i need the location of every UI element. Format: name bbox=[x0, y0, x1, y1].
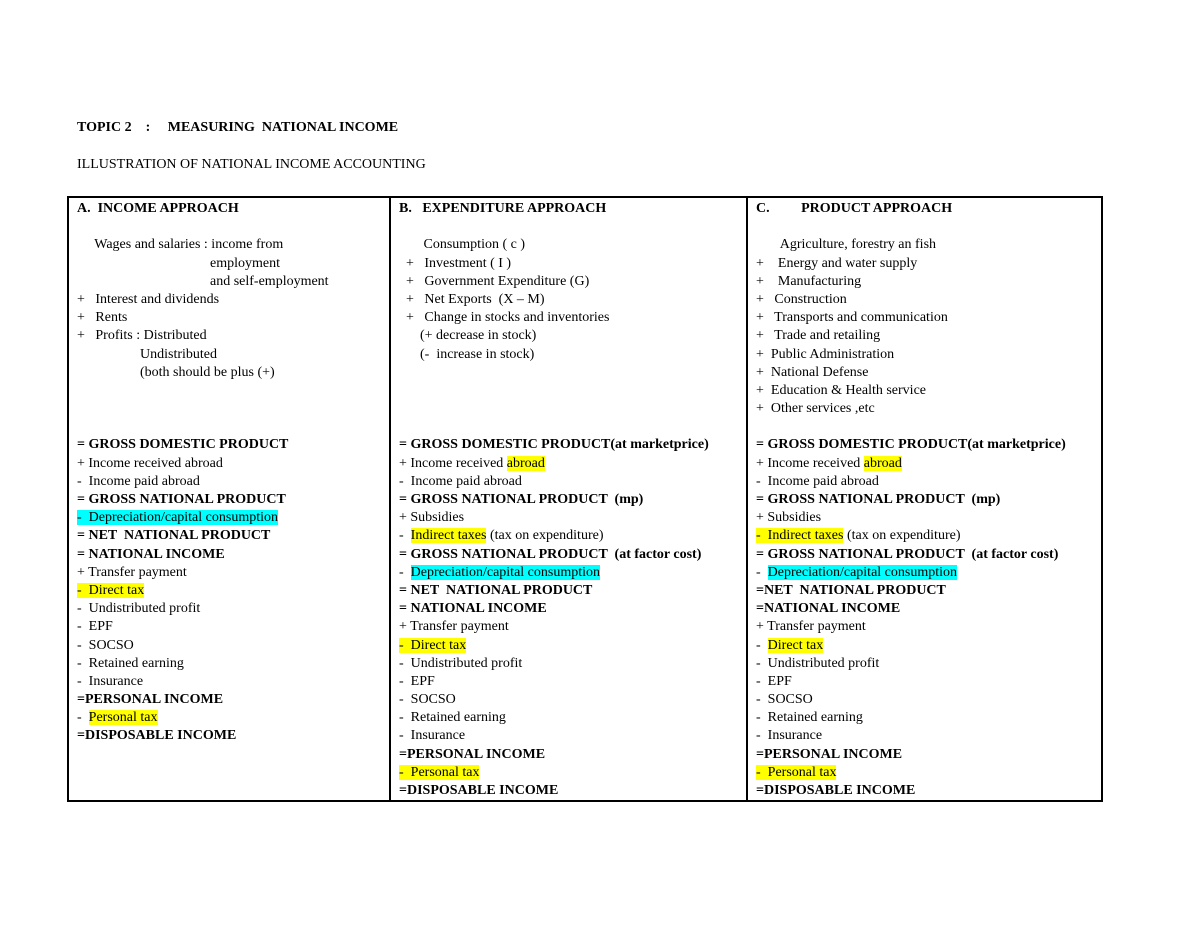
summary-line bbox=[399, 436, 746, 454]
summary-line bbox=[77, 673, 389, 691]
summary-text: - Insurance bbox=[399, 728, 466, 744]
summary-text: = GROSS DOMESTIC PRODUCT bbox=[77, 437, 289, 453]
income-approach-column bbox=[68, 197, 390, 801]
summary-line bbox=[756, 655, 1101, 673]
list-item: + Transports and communication bbox=[756, 310, 948, 326]
summary-text: - Undistributed profit bbox=[399, 655, 523, 671]
summary-line bbox=[756, 600, 1101, 618]
summary-line bbox=[756, 546, 1101, 564]
summary-text: - Undistributed profit bbox=[756, 655, 880, 671]
summary-text: + Income received bbox=[399, 455, 507, 471]
summary-line bbox=[399, 546, 746, 564]
list-item: + Change in stocks and inventories bbox=[399, 310, 610, 326]
summary-line bbox=[399, 564, 746, 582]
highlighted-term: - Direct tax bbox=[77, 582, 145, 598]
column-heading: A. INCOME APPROACH bbox=[77, 201, 239, 216]
summary-text: = NATIONAL INCOME bbox=[399, 601, 547, 617]
spacer bbox=[756, 418, 1101, 436]
summary-text: - Insurance bbox=[756, 728, 823, 744]
table-row bbox=[68, 197, 1102, 801]
summary-line bbox=[399, 455, 746, 473]
summary-line bbox=[756, 764, 1101, 782]
summary-line bbox=[399, 473, 746, 491]
highlighted-term: - Direct tax bbox=[399, 637, 467, 653]
summary-line bbox=[756, 436, 1101, 454]
summary-text: - bbox=[399, 528, 411, 544]
summary-line bbox=[399, 746, 746, 764]
summary-line bbox=[756, 527, 1101, 545]
document-title: TOPIC 2 : MEASURING NATIONAL INCOME bbox=[77, 120, 399, 135]
summary-line bbox=[77, 691, 389, 709]
summary-line bbox=[77, 600, 389, 618]
highlighted-term: - Personal tax bbox=[399, 764, 480, 780]
summary-line bbox=[399, 637, 746, 655]
summary-line bbox=[77, 655, 389, 673]
summary-text: - bbox=[756, 564, 768, 580]
spacer bbox=[77, 218, 389, 236]
summary-line bbox=[77, 582, 389, 600]
column-heading: B. EXPENDITURE APPROACH bbox=[399, 201, 607, 216]
highlighted-term: - Indirect taxes bbox=[756, 528, 844, 544]
spacer bbox=[77, 382, 389, 400]
summary-text: - Undistributed profit bbox=[77, 601, 201, 617]
summary-line bbox=[399, 709, 746, 727]
summary-text: + Transfer payment bbox=[756, 619, 866, 635]
summary-line bbox=[756, 673, 1101, 691]
list-item: + Other services ,etc bbox=[756, 401, 875, 417]
summary-line bbox=[399, 491, 746, 509]
summary-text: = GROSS NATIONAL PRODUCT (at factor cost) bbox=[756, 546, 1059, 562]
summary-line bbox=[399, 691, 746, 709]
list-item: + Public Administration bbox=[756, 346, 895, 362]
summary-line bbox=[77, 618, 389, 636]
summary-text: - Income paid abroad bbox=[77, 473, 200, 489]
summary-line bbox=[399, 655, 746, 673]
highlighted-term: - Personal tax bbox=[756, 764, 837, 780]
list-item: Wages and salaries : income from bbox=[77, 237, 284, 253]
summary-line bbox=[756, 637, 1101, 655]
summary-line bbox=[756, 491, 1101, 509]
summary-text: + Subsidies bbox=[756, 510, 822, 526]
summary-text: + Subsidies bbox=[399, 510, 465, 526]
expenditure-approach-column bbox=[390, 197, 747, 801]
highlighted-term: Direct tax bbox=[767, 637, 824, 653]
highlighted-term: abroad bbox=[863, 455, 902, 471]
summary-text: + Income received bbox=[756, 455, 864, 471]
summary-text: = NATIONAL INCOME bbox=[77, 546, 225, 562]
list-item: Consumption ( c ) bbox=[399, 237, 525, 253]
summary-line bbox=[77, 436, 389, 454]
summary-text: =PERSONAL INCOME bbox=[399, 746, 546, 762]
summary-line bbox=[77, 709, 389, 727]
summary-text: =DISPOSABLE INCOME bbox=[399, 783, 559, 798]
highlighted-term: Depreciation/capital consumption bbox=[410, 564, 600, 580]
summary-text: - Retained earning bbox=[399, 710, 506, 726]
summary-text: = GROSS DOMESTIC PRODUCT(at marketprice) bbox=[756, 437, 1066, 453]
list-item: (- increase in stock) bbox=[399, 346, 535, 362]
summary-line bbox=[399, 582, 746, 600]
summary-line bbox=[77, 727, 389, 745]
summary-text: - Retained earning bbox=[77, 655, 184, 671]
list-item: + Energy and water supply bbox=[756, 255, 918, 271]
summary-line bbox=[756, 618, 1101, 636]
summary-line bbox=[77, 455, 389, 473]
summary-text: = GROSS DOMESTIC PRODUCT(at marketprice) bbox=[399, 437, 709, 453]
highlighted-term: - Depreciation/capital consumption bbox=[77, 510, 278, 526]
summary-text: = GROSS NATIONAL PRODUCT (mp) bbox=[399, 492, 644, 507]
summary-line bbox=[756, 691, 1101, 709]
summary-line bbox=[399, 527, 746, 545]
summary-line bbox=[756, 782, 1101, 800]
summary-line bbox=[756, 582, 1101, 600]
list-item: + Construction bbox=[756, 291, 847, 307]
summary-line bbox=[756, 473, 1101, 491]
summary-line bbox=[399, 600, 746, 618]
summary-text: + Transfer payment bbox=[77, 564, 187, 580]
summary-text: - Insurance bbox=[77, 673, 144, 689]
summary-text: - bbox=[77, 710, 89, 726]
summary-text-after: (tax on expenditure) bbox=[843, 528, 961, 544]
highlighted-term: abroad bbox=[506, 455, 545, 471]
summary-line bbox=[77, 546, 389, 564]
summary-line bbox=[399, 727, 746, 745]
list-item: employment bbox=[77, 255, 280, 271]
spacer bbox=[77, 400, 389, 418]
list-item: + Education & Health service bbox=[756, 382, 927, 398]
list-item: + Trade and retailing bbox=[756, 328, 881, 344]
list-item: + Government Expenditure (G) bbox=[399, 273, 590, 289]
summary-line bbox=[399, 764, 746, 782]
product-approach-column bbox=[747, 197, 1102, 801]
summary-line bbox=[77, 491, 389, 509]
document-subtitle: ILLUSTRATION OF NATIONAL INCOME ACCOUNTING bbox=[77, 157, 426, 172]
summary-line bbox=[399, 673, 746, 691]
spacer bbox=[399, 418, 746, 436]
list-item: + National Defense bbox=[756, 364, 869, 380]
summary-text: =PERSONAL INCOME bbox=[756, 746, 903, 762]
highlighted-term: Indirect taxes bbox=[410, 528, 487, 544]
summary-line bbox=[756, 746, 1101, 764]
summary-line bbox=[399, 782, 746, 800]
summary-text: - Retained earning bbox=[756, 710, 863, 726]
list-item: + Manufacturing bbox=[756, 273, 862, 289]
summary-text: + Transfer payment bbox=[399, 619, 509, 635]
summary-text: - bbox=[399, 564, 411, 580]
summary-text: - SOCSO bbox=[399, 692, 456, 708]
summary-line bbox=[399, 618, 746, 636]
summary-text: =NET NATIONAL PRODUCT bbox=[756, 582, 946, 598]
list-item: (+ decrease in stock) bbox=[399, 328, 537, 344]
summary-text: = GROSS NATIONAL PRODUCT bbox=[77, 492, 286, 507]
highlighted-term: Depreciation/capital consumption bbox=[767, 564, 957, 580]
summary-text: = GROSS NATIONAL PRODUCT (at factor cost) bbox=[399, 546, 702, 562]
summary-line bbox=[77, 473, 389, 491]
summary-text: = NET NATIONAL PRODUCT bbox=[399, 582, 593, 598]
summary-text: =PERSONAL INCOME bbox=[77, 692, 224, 708]
summary-text: = NET NATIONAL PRODUCT bbox=[77, 528, 271, 544]
summary-text: - SOCSO bbox=[756, 692, 813, 708]
list-item bbox=[399, 364, 746, 382]
summary-text: - SOCSO bbox=[77, 637, 134, 653]
summary-line bbox=[756, 455, 1101, 473]
spacer bbox=[399, 400, 746, 418]
summary-line bbox=[77, 527, 389, 545]
summary-line bbox=[77, 564, 389, 582]
spacer bbox=[399, 382, 746, 400]
spacer bbox=[399, 218, 746, 236]
summary-text: =DISPOSABLE INCOME bbox=[77, 728, 237, 744]
list-item: + Investment ( I ) bbox=[399, 255, 512, 271]
summary-text: + Income received abroad bbox=[77, 455, 223, 471]
summary-text: - bbox=[756, 637, 768, 653]
summary-line bbox=[756, 727, 1101, 745]
summary-text: = GROSS NATIONAL PRODUCT (mp) bbox=[756, 492, 1001, 507]
list-item: Agriculture, forestry an fish bbox=[756, 237, 937, 253]
spacer bbox=[756, 218, 1101, 236]
list-item: + Rents bbox=[77, 310, 128, 326]
summary-text: - EPF bbox=[399, 673, 435, 689]
summary-text: - EPF bbox=[77, 619, 113, 635]
national-income-table bbox=[67, 196, 1103, 802]
highlighted-term: Personal tax bbox=[88, 710, 158, 726]
summary-line bbox=[77, 509, 389, 527]
summary-text: - Income paid abroad bbox=[399, 473, 522, 489]
list-item: and self-employment bbox=[77, 273, 329, 289]
list-item: Undistributed bbox=[77, 346, 217, 362]
list-item: + Interest and dividends bbox=[77, 291, 220, 307]
summary-text-after: (tax on expenditure) bbox=[486, 528, 604, 544]
column-heading: C. PRODUCT APPROACH bbox=[756, 201, 953, 216]
list-item: + Profits : Distributed bbox=[77, 328, 207, 344]
summary-text: =DISPOSABLE INCOME bbox=[756, 783, 916, 798]
summary-line bbox=[77, 637, 389, 655]
list-item: (both should be plus (+) bbox=[77, 364, 275, 380]
summary-line bbox=[399, 509, 746, 527]
summary-text: - Income paid abroad bbox=[756, 473, 879, 489]
spacer bbox=[77, 418, 389, 436]
list-item: + Net Exports (X – M) bbox=[399, 291, 545, 307]
summary-text: - EPF bbox=[756, 673, 792, 689]
summary-line bbox=[756, 509, 1101, 527]
summary-line bbox=[756, 564, 1101, 582]
summary-text: =NATIONAL INCOME bbox=[756, 601, 901, 617]
summary-line bbox=[756, 709, 1101, 727]
